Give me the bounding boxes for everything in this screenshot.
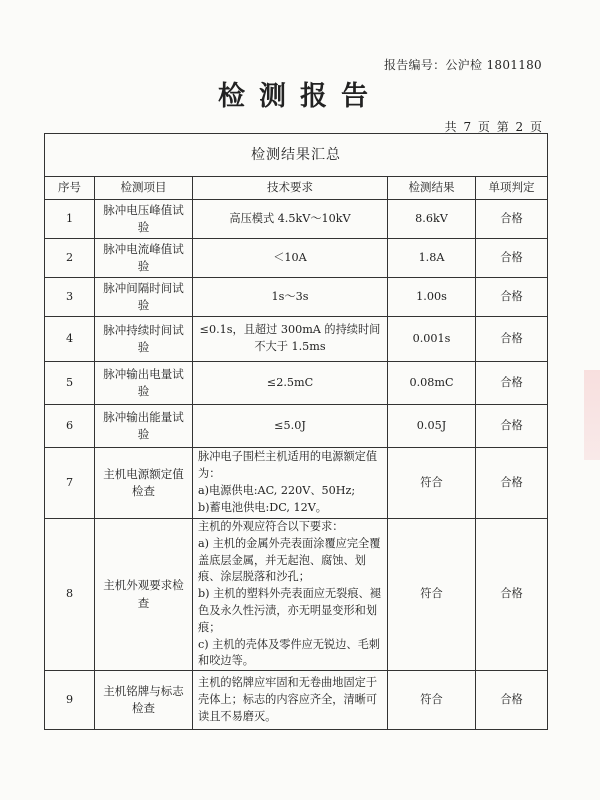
row-number: 9: [45, 671, 95, 730]
column-header-result: 检测结果: [388, 177, 476, 200]
test-result: 1.8A: [388, 239, 476, 278]
column-header-no: 序号: [45, 177, 95, 200]
table-row: [45, 448, 548, 519]
technical-requirement: 主机的铭牌应牢固和无卷曲地固定于壳体上；标志的内容应齐全，清晰可读且不易磨灭。: [193, 671, 388, 730]
table-row: [45, 405, 548, 448]
technical-requirement: 高压模式 4.5kV～10kV: [193, 200, 388, 239]
verdict: 合格: [476, 448, 548, 519]
row-number: 8: [45, 519, 95, 671]
verdict: 合格: [476, 200, 548, 239]
table-row: [45, 519, 548, 671]
page-indicator: 共 7 页 第 2 页: [444, 120, 542, 134]
test-item: 脉冲持续时间试验: [95, 317, 193, 362]
test-result: 符合: [388, 519, 476, 671]
verdict: 合格: [476, 317, 548, 362]
column-header-requirement: 技术要求: [193, 177, 388, 200]
test-item: 脉冲输出电量试验: [95, 362, 193, 405]
verdict: 合格: [476, 278, 548, 317]
verdict: 合格: [476, 671, 548, 730]
report-number: 报告编号：公沪检 1801180: [383, 58, 542, 72]
test-item: 脉冲输出能量试验: [95, 405, 193, 448]
results-table: [44, 133, 548, 730]
test-result: 1.00s: [388, 278, 476, 317]
row-number: 5: [45, 362, 95, 405]
column-header-item: 检测项目: [95, 177, 193, 200]
table-row: [45, 278, 548, 317]
test-result: 0.001s: [388, 317, 476, 362]
test-result: 符合: [388, 671, 476, 730]
test-result: 0.05J: [388, 405, 476, 448]
column-header-verdict: 单项判定: [476, 177, 548, 200]
technical-requirement: ≤0.1s，且超过 300mA 的持续时间不大于 1.5ms: [193, 317, 388, 362]
table-header: [45, 177, 548, 200]
row-number: 4: [45, 317, 95, 362]
test-result: 8.6kV: [388, 200, 476, 239]
test-result: 0.08mC: [388, 362, 476, 405]
verdict: 合格: [476, 362, 548, 405]
verdict: 合格: [476, 239, 548, 278]
row-number: 6: [45, 405, 95, 448]
test-item: 主机电源额定值检查: [95, 448, 193, 519]
verdict: 合格: [476, 519, 548, 671]
table-row: [45, 671, 548, 730]
page-title: 检测报告: [218, 81, 382, 112]
technical-requirement: 1s～3s: [193, 278, 388, 317]
summary-title: 检测结果汇总: [45, 134, 548, 177]
row-number: 2: [45, 239, 95, 278]
technical-requirement: 主机的外观应符合以下要求： a) 主机的金属外壳表面涂覆应完全覆盖底层金属，并无起泡、腐蚀、划痕、涂层脱落和沙孔； b) 主机的塑料外壳表面应无裂痕、褪色及永久性污渍，亦无明显变形和划痕； c) 主机的壳体及零件应无锐边、毛刺和咬边等。: [193, 519, 388, 671]
seal-stamp-edge: [584, 370, 600, 460]
row-number: 1: [45, 200, 95, 239]
test-item: 脉冲间隔时间试验: [95, 278, 193, 317]
technical-requirement: ＜10A: [193, 239, 388, 278]
test-result: 符合: [388, 448, 476, 519]
test-item: 脉冲电压峰值试验: [95, 200, 193, 239]
technical-requirement: 脉冲电子围栏主机适用的电源额定值为： a)电源供电:AC, 220V、50Hz; b)蓄电池供电:DC, 12V。: [193, 448, 388, 519]
row-number: 7: [45, 448, 95, 519]
verdict: 合格: [476, 405, 548, 448]
row-number: 3: [45, 278, 95, 317]
test-item: 主机外观要求检查: [95, 519, 193, 671]
test-item: 主机铭牌与标志检查: [95, 671, 193, 730]
technical-requirement: ≤5.0J: [193, 405, 388, 448]
technical-requirement: ≤2.5mC: [193, 362, 388, 405]
table-row: [45, 200, 548, 239]
table-row: [45, 317, 548, 362]
table-row: [45, 239, 548, 278]
test-item: 脉冲电流峰值试验: [95, 239, 193, 278]
table-row: [45, 362, 548, 405]
